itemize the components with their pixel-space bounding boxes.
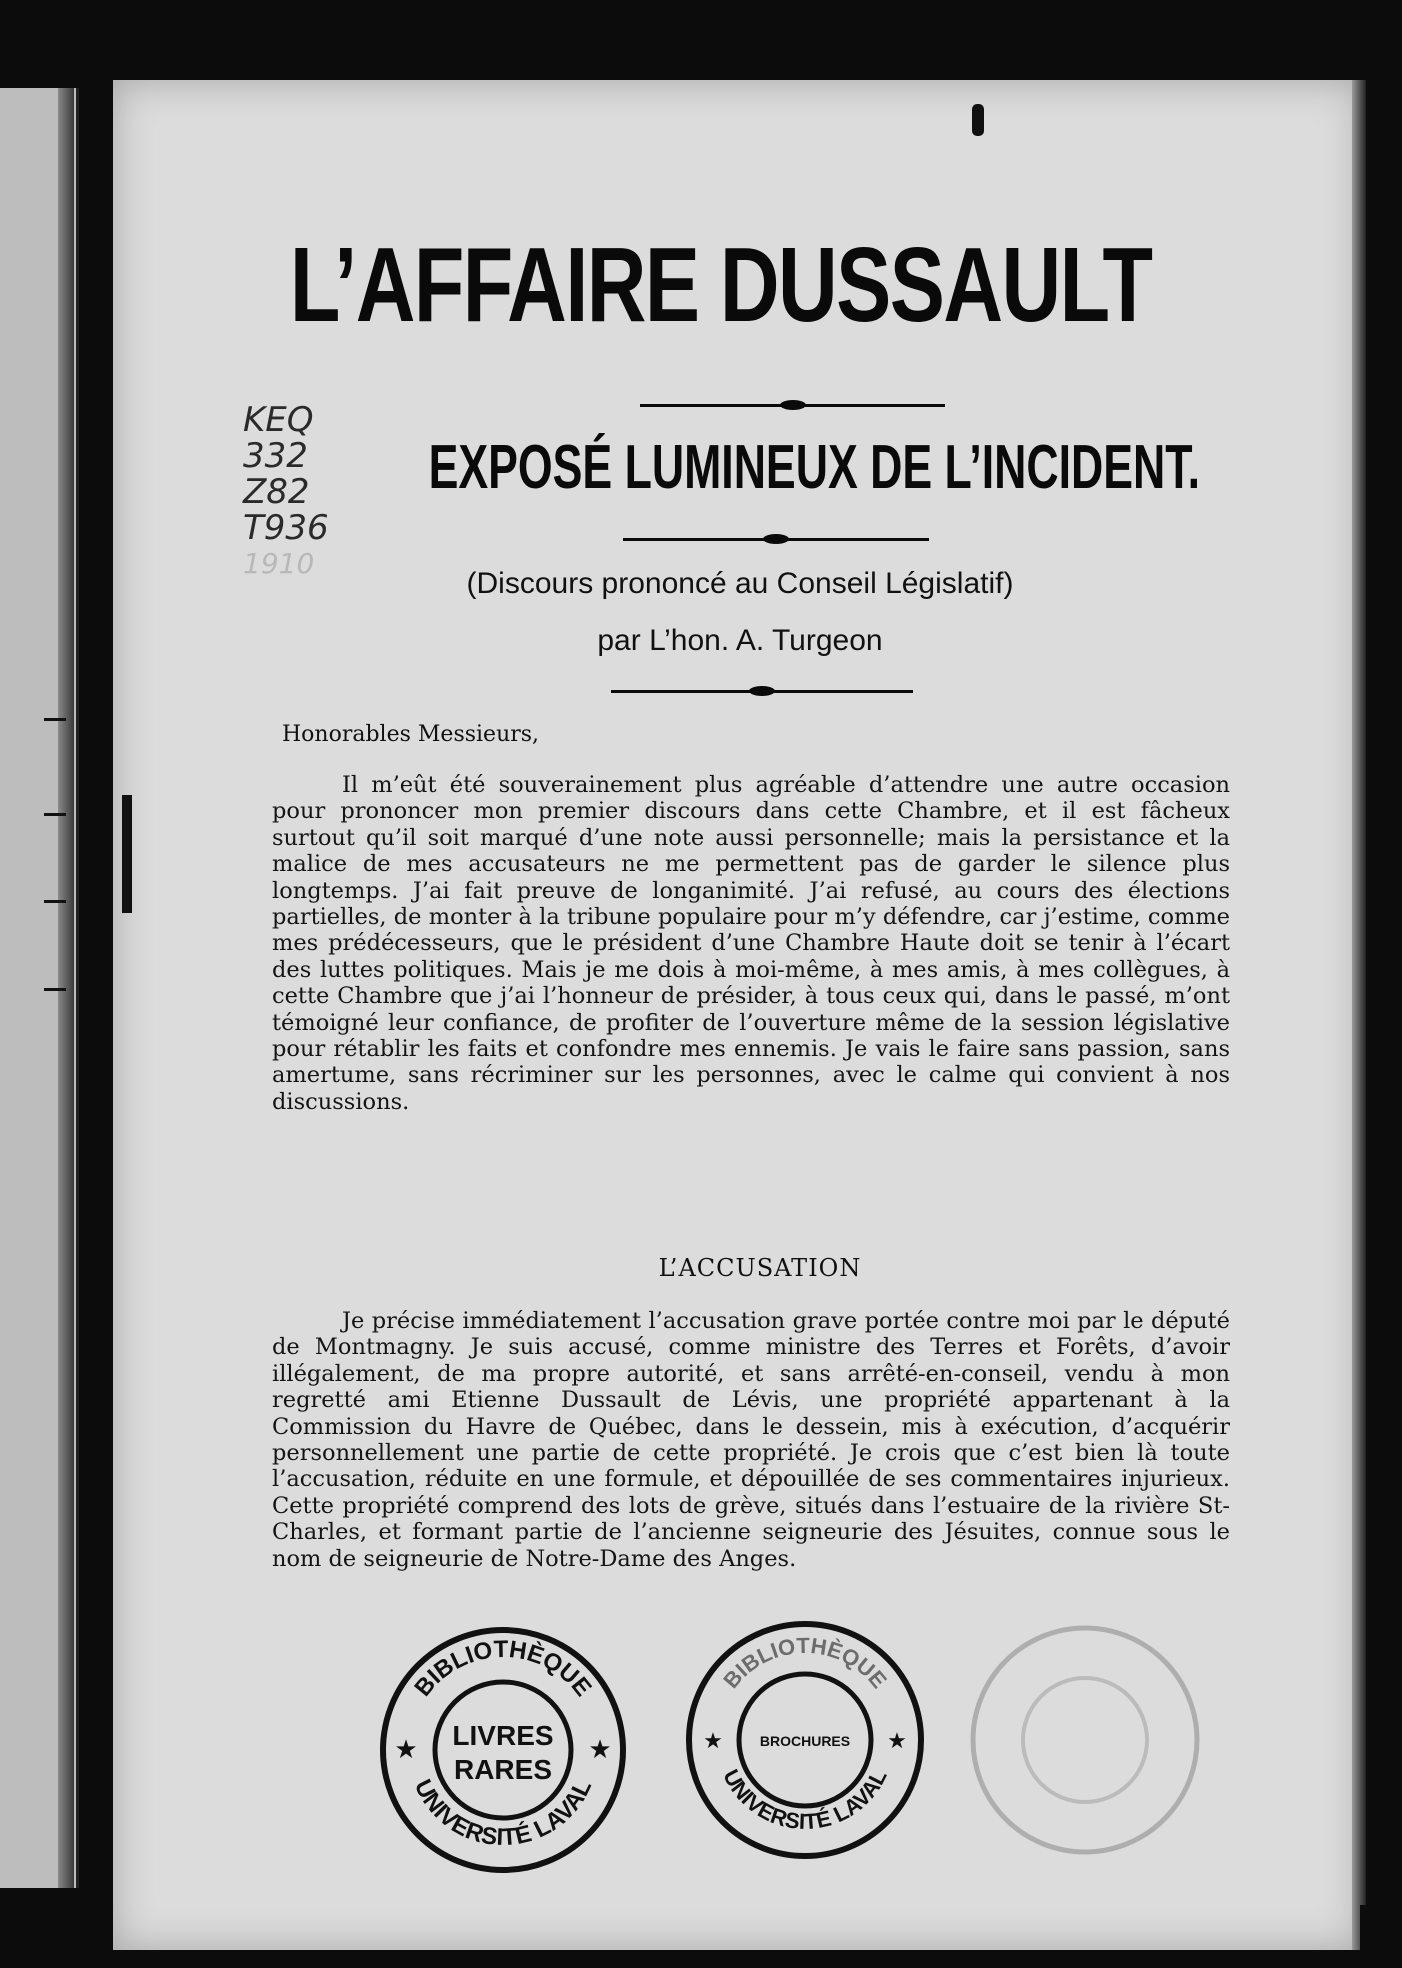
section-heading: L’ACCUSATION <box>658 1254 862 1282</box>
call-number-line: T936 <box>243 508 329 548</box>
star-icon: ★ <box>703 1729 723 1754</box>
paragraph-text: Il m’eût été souverainement plus agréable d’attendre une autre occasion pour prononcer mon premier discours dans cette Chambre, et il est fâcheux surtout qu’il soit marqué d’une note aussi personnelle; mais la persistance et la malice de mes accusateurs ne me permettent pas de garder le silence plus longtemps. J’ai fait preuve de longanimité. J’ai refusé, au cours des élections partielles, de monter à la tribune populaire pour m’y défendre, car j’estime, comme mes prédécesseurs, que le président d’une Chambre Haute doit se tenir à l’écart des luttes politiques. Mais je me dois à moi-même, à mes amis, à mes collègues, à cette Chambre que j’ai l’honneur de présider, à tous ceux qui, dans le passé, m’ont témoigné leur confiance, de profiter de l’ouverture même de la session législative pour rétablir les faits et confondre mes ennemis. Je vais le faire sans passion, sans amertume, sans récriminer sur les personnes, avec le calme qui convient à nos discussions. <box>272 772 1230 1115</box>
body-paragraph <box>272 1308 1230 1572</box>
speech-occasion: (Discours prononcé au Conseil Législatif) <box>466 567 1014 600</box>
salutation: Honorables Messieurs, <box>282 722 540 747</box>
stamp-center-line: RARES <box>453 1754 553 1785</box>
margin-tick <box>44 813 66 816</box>
body-paragraph <box>272 772 1230 1115</box>
stamp-center-text: BROCHURES <box>759 1733 851 1749</box>
corner-shadow <box>1360 1905 1402 1968</box>
star-icon: ★ <box>887 1729 907 1754</box>
stamp-top-text: BIBLIOTHÈQUE <box>409 1635 597 1702</box>
pin-mark <box>972 104 984 136</box>
paragraph-text: Je précise immédiatement l’accusation grave portée contre moi par le député de Montmagny. Je suis accusé, comme ministre des Terres et Forêts, d’avoir illégalement, de ma propre autorité, et sans arrêté-en-conseil, vendu à mon regretté ami Etienne Dussault de Lévis, une propriété appartenant à la Commission du Havre de Québec, dans le dessein, mis à exécution, d’acquérir personnellement une partie de cette propriété. Je crois que c’est bien là toute l’accusation, réduite en une formule, et dépouillée de ses commentaires injurieux. Cette propriété comprend des lots de grève, situés dans l’estuaire de la rivière St-Charles, et formant partie de l’ancienne seigneurie des Jésuites, connue sous le nom de seigneurie de Notre-Dame des Anges. <box>272 1308 1230 1572</box>
stamp-center-line: LIVRES <box>452 1720 554 1751</box>
call-number-line: KEQ <box>243 400 314 440</box>
stamp-bottom-text: UNIVERSITÉ LAVAL <box>718 1765 892 1835</box>
faint-year: 1910 <box>243 547 315 580</box>
library-rare-books-stamp <box>378 1625 628 1875</box>
author-byline: par L’hon. A. Turgeon <box>597 624 883 657</box>
handwritten-call-number <box>243 402 353 582</box>
margin-tick <box>44 718 66 721</box>
ornamental-rule <box>623 538 929 541</box>
call-number-line: 332 <box>243 436 308 476</box>
binding-mark <box>122 795 132 913</box>
call-number-line: Z82 <box>243 472 310 512</box>
page-edge-shadow <box>1352 80 1366 1950</box>
adjacent-page-edge <box>0 88 79 1888</box>
star-icon: ★ <box>394 1735 418 1765</box>
ornamental-rule <box>640 404 945 407</box>
ornamental-rule <box>611 690 913 693</box>
stamp-top-text: BIBLIOTHÈQUE <box>718 1632 892 1693</box>
stamp-bottom-text: UNIVERSITÉ LAVAL <box>408 1775 598 1852</box>
star-icon: ★ <box>588 1735 612 1765</box>
brochures-stamp <box>683 1618 928 1863</box>
margin-tick <box>44 988 66 991</box>
faint-ghost-stamp <box>965 1610 1205 1870</box>
document-subtitle: EXPOSÉ LUMINEUX DE L’INCIDENT. <box>428 433 1201 502</box>
margin-tick <box>44 900 66 903</box>
document-title: L’AFFAIRE DUSSAULT <box>289 226 1152 344</box>
